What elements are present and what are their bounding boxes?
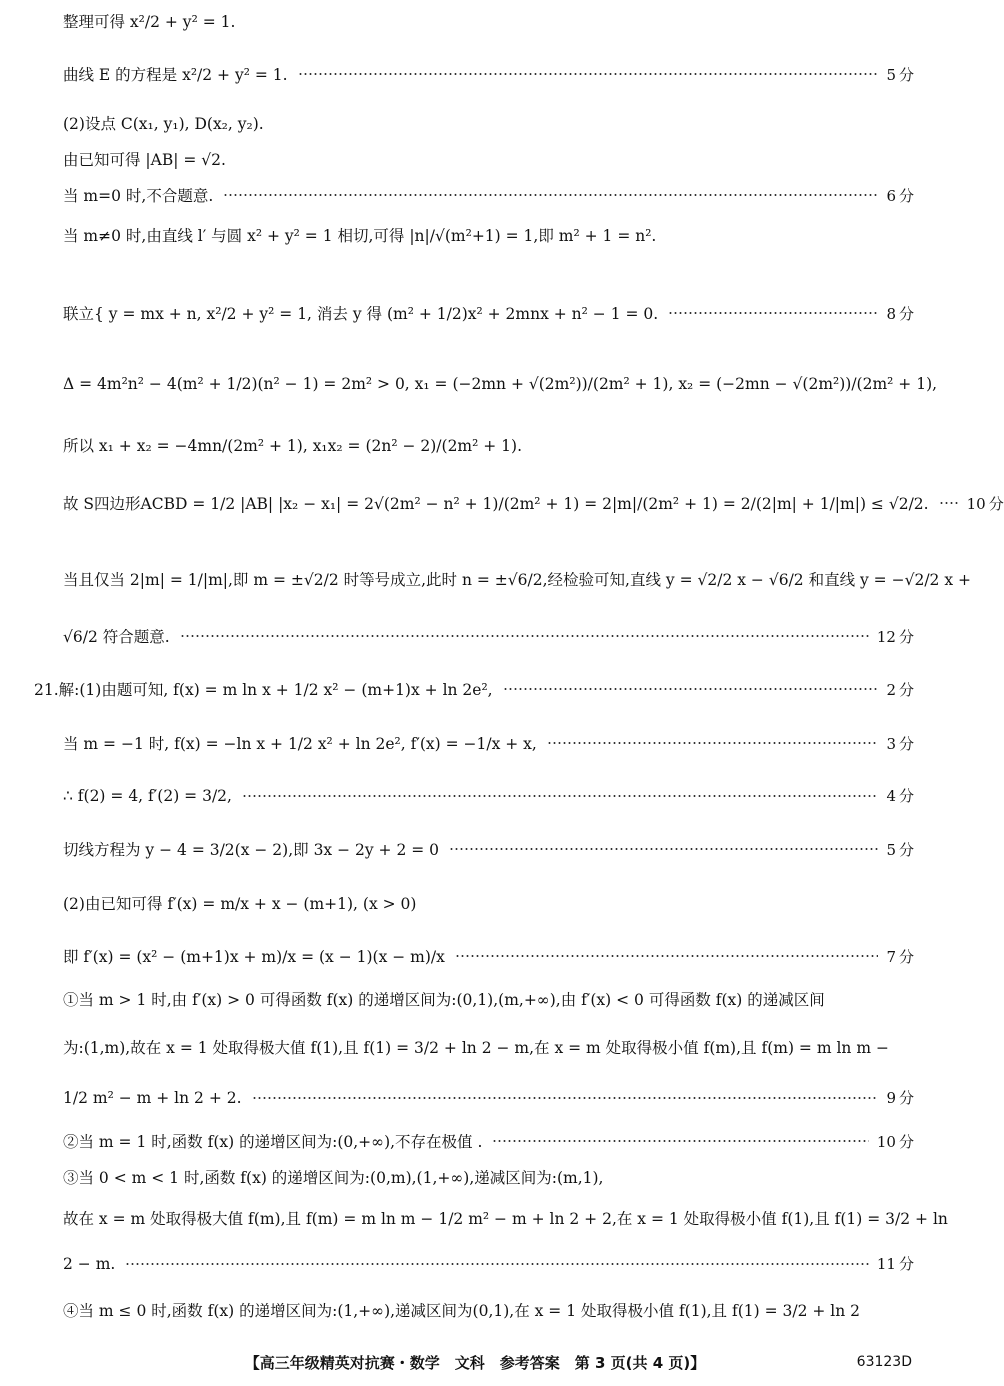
- score-unit: 分: [898, 787, 914, 805]
- answer-line-text: 当 m=0 时,不合题意.: [63, 187, 214, 205]
- answer-line: [63, 892, 914, 914]
- answer-line-text: 当且仅当 2|m| = 1/|m|,即 m = ±√2/2 时等号成立,此时 n = ±√6/2,经检验可知,直线 y = √2/2 x − √6/2 和直线 y = −√2/2 x +: [63, 571, 971, 589]
- leader-dots: [503, 688, 879, 690]
- answer-line-text: 当 m = −1 时, f(x) = −ln x + 1/2 x² + ln 2e², f′(x) = −1/x + x,: [63, 735, 537, 753]
- answer-line-text: ③当 0 < m < 1 时,函数 f(x) 的递增区间为:(0,m),(1,+∞),递减区间为:(m,1),: [63, 1169, 604, 1187]
- score-unit: 分: [898, 1132, 914, 1151]
- score-mark: [967, 493, 1004, 514]
- answer-line: [63, 492, 1004, 514]
- answer-line-text: 故在 x = m 处取得极大值 f(m),且 f(m) = m ln m − 1/2 m² − m + ln 2 + 2,在 x = 1 处取得极小值 f(1),且 f(1) = 3/2 + ln: [63, 1210, 948, 1228]
- score-value: 10: [966, 494, 986, 513]
- answer-line: [63, 1130, 914, 1152]
- score-value: 3: [886, 734, 896, 753]
- answer-line: [63, 148, 914, 170]
- answer-line: [63, 988, 914, 1010]
- leader-dots: [242, 795, 878, 797]
- score-value: 4: [886, 787, 896, 805]
- score-value: 5: [886, 65, 896, 84]
- answer-line-text: 1/2 m² − m + ln 2 + 2.: [63, 1088, 242, 1107]
- answer-line: [63, 838, 914, 860]
- answer-line-text: 切线方程为 y − 4 = 3/2(x − 2),即 3x − 2y + 2 = 0: [63, 841, 440, 859]
- score-unit: 分: [898, 947, 914, 966]
- leader-dots: [668, 312, 878, 314]
- answer-line: [63, 63, 914, 85]
- answer-line-text: 当 m≠0 时,由直线 l′ 与圆 x² + y² = 1 相切,可得 |n|/√(m²+1) = 1,即 m² + 1 = n².: [63, 227, 657, 245]
- answer-line: [63, 568, 971, 590]
- leader-dots: [180, 635, 869, 637]
- answer-line: [63, 1036, 914, 1058]
- score-value: 7: [886, 947, 896, 966]
- score-unit: 分: [898, 1089, 914, 1107]
- score-mark: [886, 839, 914, 860]
- answer-line: [63, 1166, 914, 1188]
- score-unit: 分: [898, 186, 914, 205]
- answer-line: [63, 112, 914, 134]
- score-value: 12: [876, 627, 896, 646]
- answer-line-text: Δ = 4m²n² − 4(m² + 1/2)(n² − 1) = 2m² > 0, x₁ = (−2mn + √(2m²))/(2m² + 1), x₂ = (−2mn − √(2m²))/(2m² + 1),: [63, 375, 938, 393]
- answer-line-text: (2)设点 C(x₁, y₁), D(x₂, y₂).: [63, 115, 264, 133]
- leader-dots: [298, 73, 879, 75]
- leader-dots: [547, 742, 879, 744]
- answer-line: [63, 1207, 948, 1229]
- answer-line-text: 故 S四边形ACBD = 1/2 |AB| |x₂ − x₁| = 2√(2m² − n² + 1)/(2m² + 1) = 2|m|/(2m² + 1) = 2/(2|m| + 1/|m|) ≤ √2/2.: [63, 495, 929, 513]
- score-mark: [886, 733, 914, 754]
- score-mark: [886, 946, 914, 967]
- leader-dots: [125, 1263, 869, 1265]
- answer-line: [34, 678, 914, 700]
- score-mark: [877, 1253, 914, 1274]
- score-mark: [886, 1087, 914, 1108]
- answer-line: [63, 732, 914, 754]
- score-mark: [886, 64, 914, 85]
- answer-line: [63, 434, 914, 456]
- score-unit: 分: [898, 1255, 914, 1273]
- answer-line-text: 联立{ y = mx + n, x²/2 + y² = 1, 消去 y 得 (m² + 1/2)x² + 2mnx + n² − 1 = 0.: [63, 305, 659, 323]
- score-unit: 分: [898, 840, 914, 859]
- score-mark: [886, 185, 914, 206]
- answer-line-text: 所以 x₁ + x₂ = −4mn/(2m² + 1), x₁x₂ = (2n² − 2)/(2m² + 1).: [63, 437, 523, 455]
- answer-line-text: 21.解:(1)由题可知, f(x) = m ln x + 1/2 x² − (m+1)x + ln 2e²,: [34, 681, 493, 699]
- score-value: 9: [886, 1089, 896, 1107]
- score-unit: 分: [898, 304, 914, 323]
- answer-line: [63, 375, 938, 393]
- answer-line: [63, 184, 914, 206]
- answer-line: [63, 1299, 914, 1321]
- score-value: 10: [876, 1132, 896, 1151]
- answer-line: [63, 10, 914, 32]
- answer-line-text: 2 − m.: [63, 1254, 116, 1273]
- answer-line-text: ①当 m > 1 时,由 f′(x) > 0 可得函数 f(x) 的递增区间为:(0,1),(m,+∞),由 f′(x) < 0 可得函数 f(x) 的递减区间: [63, 991, 825, 1009]
- score-value: 5: [886, 840, 896, 859]
- score-mark: [877, 1131, 914, 1152]
- answer-line-text: 曲线 E 的方程是 x²/2 + y² = 1.: [63, 66, 288, 84]
- score-unit: 分: [988, 494, 1004, 513]
- answer-line: [63, 1253, 914, 1274]
- document-code: 63123D: [856, 1354, 912, 1370]
- answer-line: [63, 224, 914, 246]
- score-unit: 分: [898, 65, 914, 84]
- answer-line-text: 整理可得 x²/2 + y² = 1.: [63, 13, 236, 31]
- leader-dots: [449, 848, 878, 850]
- answer-line-text: √6/2 符合题意.: [63, 628, 170, 646]
- answer-line-text: 由已知可得 |AB| = √2.: [63, 151, 226, 169]
- score-value: 6: [886, 186, 896, 205]
- answer-line-text: ②当 m = 1 时,函数 f(x) 的递增区间为:(0,+∞),不存在极值 .: [63, 1133, 483, 1151]
- leader-dots: [223, 194, 878, 196]
- answer-line: [63, 625, 914, 647]
- answer-line-text: ④当 m ≤ 0 时,函数 f(x) 的递增区间为:(1,+∞),递减区间为(0,1),在 x = 1 处取得极小值 f(1),且 f(1) = 3/2 + ln 2: [63, 1302, 861, 1320]
- score-value: 11: [876, 1255, 896, 1273]
- leader-dots: [455, 955, 879, 957]
- score-unit: 分: [898, 627, 914, 646]
- answer-line-text: ∴ f(2) = 4, f′(2) = 3/2,: [63, 786, 232, 805]
- page-footer: 【高三年级精英对抗赛・数学 文科 参考答案 第 3 页(共 4 页)】: [244, 1354, 706, 1372]
- leader-dots: [492, 1140, 868, 1142]
- answer-line: [63, 1087, 914, 1108]
- leader-dots: [252, 1097, 879, 1099]
- leader-dots: [939, 502, 959, 504]
- score-unit: 分: [898, 734, 914, 753]
- score-unit: 分: [898, 680, 914, 699]
- answer-line: [63, 785, 914, 806]
- answer-line-text: 即 f′(x) = (x² − (m+1)x + m)/x = (x − 1)(x − m)/x: [63, 948, 445, 966]
- score-mark: [877, 626, 914, 647]
- score-mark: [886, 303, 914, 324]
- answer-line-text: 为:(1,m),故在 x = 1 处取得极大值 f(1),且 f(1) = 3/2 + ln 2 − m,在 x = m 处取得极小值 f(m),且 f(m) = m ln m −: [63, 1039, 889, 1057]
- score-value: 8: [886, 304, 896, 323]
- score-mark: [886, 679, 914, 700]
- score-mark: [886, 785, 914, 806]
- answer-line-text: (2)由已知可得 f′(x) = m/x + x − (m+1), (x > 0): [63, 895, 417, 913]
- answer-line: [63, 302, 914, 324]
- score-value: 2: [886, 680, 896, 699]
- answer-line: [63, 945, 914, 967]
